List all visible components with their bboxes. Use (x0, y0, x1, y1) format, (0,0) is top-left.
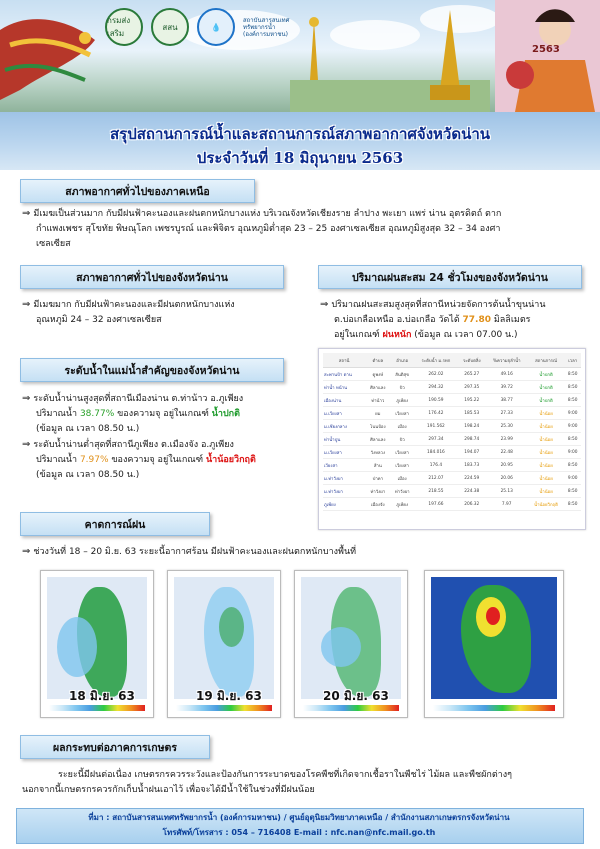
header-banner (0, 0, 600, 112)
rain-map-day1 (40, 570, 154, 718)
map-legend (176, 705, 272, 711)
table-cell: 20.06 (486, 472, 528, 485)
table-row (323, 433, 581, 446)
table-row (323, 472, 581, 485)
low-water-status: น้ำน้อยวิกฤติ (206, 455, 256, 465)
status-cell: น้ำน้อย (528, 420, 565, 433)
map-legend (433, 705, 555, 711)
table-cell: 25.30 (486, 420, 528, 433)
north-weather-header: สภาพอากาศทั่วไปของภาคเหนือ (20, 179, 255, 203)
table-header-row (323, 353, 581, 368)
table-cell: ม.เชียงกลาง (323, 420, 365, 433)
table-cell: ภูเพียง (390, 394, 414, 407)
forecast-text: ⇒ ช่วงวันที่ 18 – 20 มิ.ย. 63 ระยะนี้อากาศร้อน มีฝนฟ้าคะนองและฝนตกหนักบางพื้นที่ (22, 546, 357, 557)
table-cell: ม.เวียงสา (323, 407, 365, 420)
hii-logo-text: สถาบันสารสนเทศทรัพยากรน้ำ (องค์การมหาชน) (243, 16, 290, 38)
table-row (323, 381, 581, 394)
table-cell: เวียงสา (390, 459, 414, 472)
table-cell: เมืองน่าน (323, 394, 365, 407)
table-row (323, 446, 581, 459)
table-cell: 8:50 (564, 433, 581, 446)
rainfall-value: 77.80 (462, 315, 491, 325)
table-cell: เมือง (390, 472, 414, 485)
table-cell: ม.ท่าวังผา (323, 472, 365, 485)
table-row (323, 459, 581, 472)
table-cell: 198.24 (458, 420, 486, 433)
table-cell: 195.22 (458, 394, 486, 407)
status-cell: น้ำปกติ (528, 394, 565, 407)
status-cell: น้ำน้อย (528, 472, 565, 485)
arrow-icon: ⇒ (22, 439, 31, 450)
agency-logo-1: กรมส่งเสริม (105, 8, 143, 46)
table-cell: ศิลาแลง (365, 433, 390, 446)
table-cell: 190.59 (414, 394, 458, 407)
table-cell: 8:50 (564, 485, 581, 498)
table-cell: 7.97 (486, 498, 528, 511)
page-title: สรุปสถานการณ์น้ำและสถานการณ์สภาพอากาศจังหวัดน่าน (109, 125, 491, 143)
north-weather-text: ⇒ มีเมฆเป็นส่วนมาก กับมีฝนฟ้าคะนองและฝนตกหนักบางแห่ง บริเวณจังหวัดเชียงราย ลำปาง พะเยา แพร่ น่าน อุตรดิตถ์ ตาก กำแพงเพชร สุโขทัย พิษณุโลก เพชรบูรณ์ และพิจิตร อุณหภูมิต่ำสุด 23 – 25 องศาเซลเซียส อุณหภูมิสูงสุด 32 – 34 องศา เซลเซียส (22, 208, 502, 249)
table-cell: 224.59 (458, 472, 486, 485)
table-cell: โนนป้อง (365, 420, 390, 433)
arrow-icon: ⇒ (22, 208, 31, 219)
table-header-cell: เวลา (564, 353, 581, 368)
footer-source: ที่มา : สถาบันสารสนเทศทรัพยากรน้ำ (องค์การมหาชน) / ศูนย์อุตุนิยมวิทยาภาคเหนือ / สำนักงานสภาเกษตรกรจังหวัดน่าน (88, 813, 510, 822)
rain-map-tmd (424, 570, 564, 718)
table-cell: 262.02 (414, 368, 458, 381)
table-cell: 38.77 (486, 394, 528, 407)
table-cell: 8:50 (564, 381, 581, 394)
table-row (323, 420, 581, 433)
table-cell: ปัว (390, 381, 414, 394)
agri-header: ผลกระทบต่อภาคการเกษตร (20, 735, 210, 759)
map-date-label: 18 มิ.ย. 63 (69, 689, 135, 703)
table-row (323, 394, 581, 407)
map-date-label: 20 มิ.ย. 63 (323, 689, 389, 703)
status-cell: น้ำน้อย (528, 446, 565, 459)
table-cell: ม.ท่าวังผา (323, 485, 365, 498)
status-cell: น้ำปกติ (528, 381, 565, 394)
table-cell: 9:00 (564, 472, 581, 485)
table-cell: 9:00 (564, 407, 581, 420)
naga-decoration-icon (0, 0, 110, 112)
table-cell: สะพานป้า ตาน (323, 368, 365, 381)
table-cell: 298.74 (458, 433, 486, 446)
table-cell: 194.07 (458, 446, 486, 459)
table-cell: 218.55 (414, 485, 458, 498)
water-level-table (318, 348, 586, 530)
table-cell: ภูเพียง (390, 498, 414, 511)
table-cell: ยม (365, 407, 390, 420)
table-cell: 191.562 (414, 420, 458, 433)
table-cell: ท่าน้าว (365, 394, 390, 407)
table-cell: วังหลวง (365, 446, 390, 459)
table-cell: 9:00 (564, 420, 581, 433)
table-cell: 185.53 (458, 407, 486, 420)
table-row (323, 498, 581, 511)
agency-logo-2: สสน (151, 8, 189, 46)
table-header-cell: %ความจุลำน้ำ (486, 353, 528, 368)
table-cell: ภูเพียง (323, 498, 365, 511)
rain-map-day2 (167, 570, 281, 718)
river-text: ⇒ ระดับน้ำน่านสูงสุดที่สถานีเมืองน่าน ต.ท่าน้าว อ.ภูเพียง ปริมาณน้ำ 38.77% ของความจุ อยู่ในเกณฑ์ น้ำปกติ (ข้อมูล ณ เวลา 08.50 น.) ⇒ ระดับน้ำน่านต่ำสุดที่สถานีภูเพียง ต.เมืองจัง อ.ภูเพียง ปริมาณน้ำ 7.97% ของความจุ อยู่ในเกณฑ์ น้ำน้อยวิกฤติ (ข้อมูล ณ เวลา 08.50 น.) (22, 393, 256, 480)
table-cell: 23.99 (486, 433, 528, 446)
forecast-header: คาดการณ์ฝน (20, 512, 210, 536)
table-cell: 184.016 (414, 446, 458, 459)
table-cell: 224.38 (458, 485, 486, 498)
table-row (323, 407, 581, 420)
table-cell: 176.42 (414, 407, 458, 420)
table-cell: 297.34 (414, 433, 458, 446)
rain-map-day3 (294, 570, 408, 718)
table-cell: 294.32 (414, 381, 458, 394)
table-cell: 212.07 (414, 472, 458, 485)
map-legend (49, 705, 145, 711)
table-cell: เมืองจัง (365, 498, 390, 511)
arrow-icon: ⇒ (22, 393, 31, 404)
table-cell: ท่าวังผา (390, 485, 414, 498)
table-cell: 8:50 (564, 394, 581, 407)
table-header-cell: ระดับน้ำ ม.รทก (414, 353, 458, 368)
table-cell: 265.27 (458, 368, 486, 381)
low-water-percent: 7.97% (79, 455, 109, 465)
table-header-cell: สถานการณ์ (528, 353, 565, 368)
arrow-icon: ⇒ (22, 546, 31, 557)
table-cell: ป่าคา (365, 472, 390, 485)
table-cell: 183.73 (458, 459, 486, 472)
high-water-status: น้ำปกติ (211, 409, 240, 419)
table-cell: 25.13 (486, 485, 528, 498)
arrow-icon: ⇒ (320, 299, 329, 310)
table-cell: 27.33 (486, 407, 528, 420)
table-cell: ท่าน้ำปูน (323, 433, 365, 446)
table-cell: 49.16 (486, 368, 528, 381)
table-cell: ท่าวังผา (365, 485, 390, 498)
table-cell: ท่าน้ำ หน้าน (323, 381, 365, 394)
table-cell: 8:50 (564, 459, 581, 472)
table-header-cell: สถานี (323, 353, 365, 368)
nan-weather-header: สภาพอากาศทั่วไปของจังหวัดน่าน (20, 265, 284, 289)
status-cell: น้ำน้อย (528, 485, 565, 498)
status-cell: น้ำน้อย (528, 433, 565, 446)
table-row (323, 485, 581, 498)
golden-stupa-icon (290, 0, 490, 112)
table-header-cell: ระดับตลิ่ง (458, 353, 486, 368)
table-cell: 197.66 (414, 498, 458, 511)
river-header: ระดับน้ำในแม่น้ำสำคัญของจังหวัดน่าน (20, 358, 284, 382)
table-cell: ดูพงษ์ (365, 368, 390, 381)
high-water-percent: 38.77% (79, 409, 115, 419)
table-cell: ศิลาแลง (365, 381, 390, 394)
agri-text: ระยะนี้มีฝนต่อเนื่อง เกษตรกรควรระวังและป้องกันการระบาดของโรคพืชที่เกิดจากเชื้อราในพืชไร่ ไม้ผล และพืชผักต่างๆ นอกจากนี้เกษตรกรควรกักเก็บน้ำฝนเอาไว้ เพื่อจะได้มีน้ำใช้ในช่วงที่มีฝนน้อย (22, 770, 512, 795)
status-cell: น้ำน้อย (528, 459, 565, 472)
page-date: ประจำวันที่ 18 มิถุนายน 2563 (196, 149, 404, 167)
table-cell: 22.48 (486, 446, 528, 459)
table-cell: เวียงสา (390, 446, 414, 459)
footer-contact: โทรศัพท์/โทรสาร : 054 – 716408 E-mail : nfc.nan@nfc.mail.go.th (162, 828, 436, 837)
nan-weather-text: ⇒ มีเมฆมาก กับมีฝนฟ้าคะนองและมีฝนตกหนักบางแห่ง อุณหภูมิ 24 – 32 องศาเซลเซียส (22, 299, 235, 325)
table-cell: ม.เวียงสา (323, 446, 365, 459)
rainfall-header: ปริมาณฝนสะสม 24 ชั่วโมงของจังหวัดน่าน (318, 265, 582, 289)
table-cell: 297.35 (458, 381, 486, 394)
cultural-figure-icon (495, 0, 600, 112)
map-date-label: 19 มิ.ย. 63 (196, 689, 262, 703)
table-cell: เมือง (390, 420, 414, 433)
table-cell: เวียงสา (390, 407, 414, 420)
logo-group (105, 8, 291, 46)
table-cell: 8:50 (564, 368, 581, 381)
arrow-icon: ⇒ (22, 299, 31, 310)
table-cell: ปัว (390, 433, 414, 446)
table-cell: 39.72 (486, 381, 528, 394)
table-cell: 176.4 (414, 459, 458, 472)
table-cell: เวียงสา (323, 459, 365, 472)
table-cell: 20.95 (486, 459, 528, 472)
table-cell: 9:00 (564, 446, 581, 459)
table-cell: 206.32 (458, 498, 486, 511)
hii-logo-icon: 💧 (197, 8, 235, 46)
rainfall-level: ฝนหนัก (382, 330, 412, 340)
table-cell: ส้าน (365, 459, 390, 472)
table-header-cell: อำเภอ (390, 353, 414, 368)
status-cell: น้ำน้อยวิกฤติ (528, 498, 565, 511)
table-row (323, 368, 581, 381)
table-header-cell: ตำบล (365, 353, 390, 368)
table-cell: สันติสุข (390, 368, 414, 381)
rainfall-text: ⇒ ปริมาณฝนสะสมสูงสุดที่สถานีหน่วยจัดการต้นน้ำขุนน่าน ต.บ่อเกลือเหนือ อ.บ่อเกลือ วัดได้ 77.80 มิลลิเมตร อยู่ในเกณฑ์ ฝนหนัก (ข้อมูล ณ เวลา 07.00 น.) (320, 299, 546, 340)
status-cell: น้ำน้อย (528, 407, 565, 420)
status-cell: น้ำปกติ (528, 368, 565, 381)
map-legend (303, 705, 399, 711)
table-cell: 8:50 (564, 498, 581, 511)
year-badge: 2563 (532, 44, 560, 55)
